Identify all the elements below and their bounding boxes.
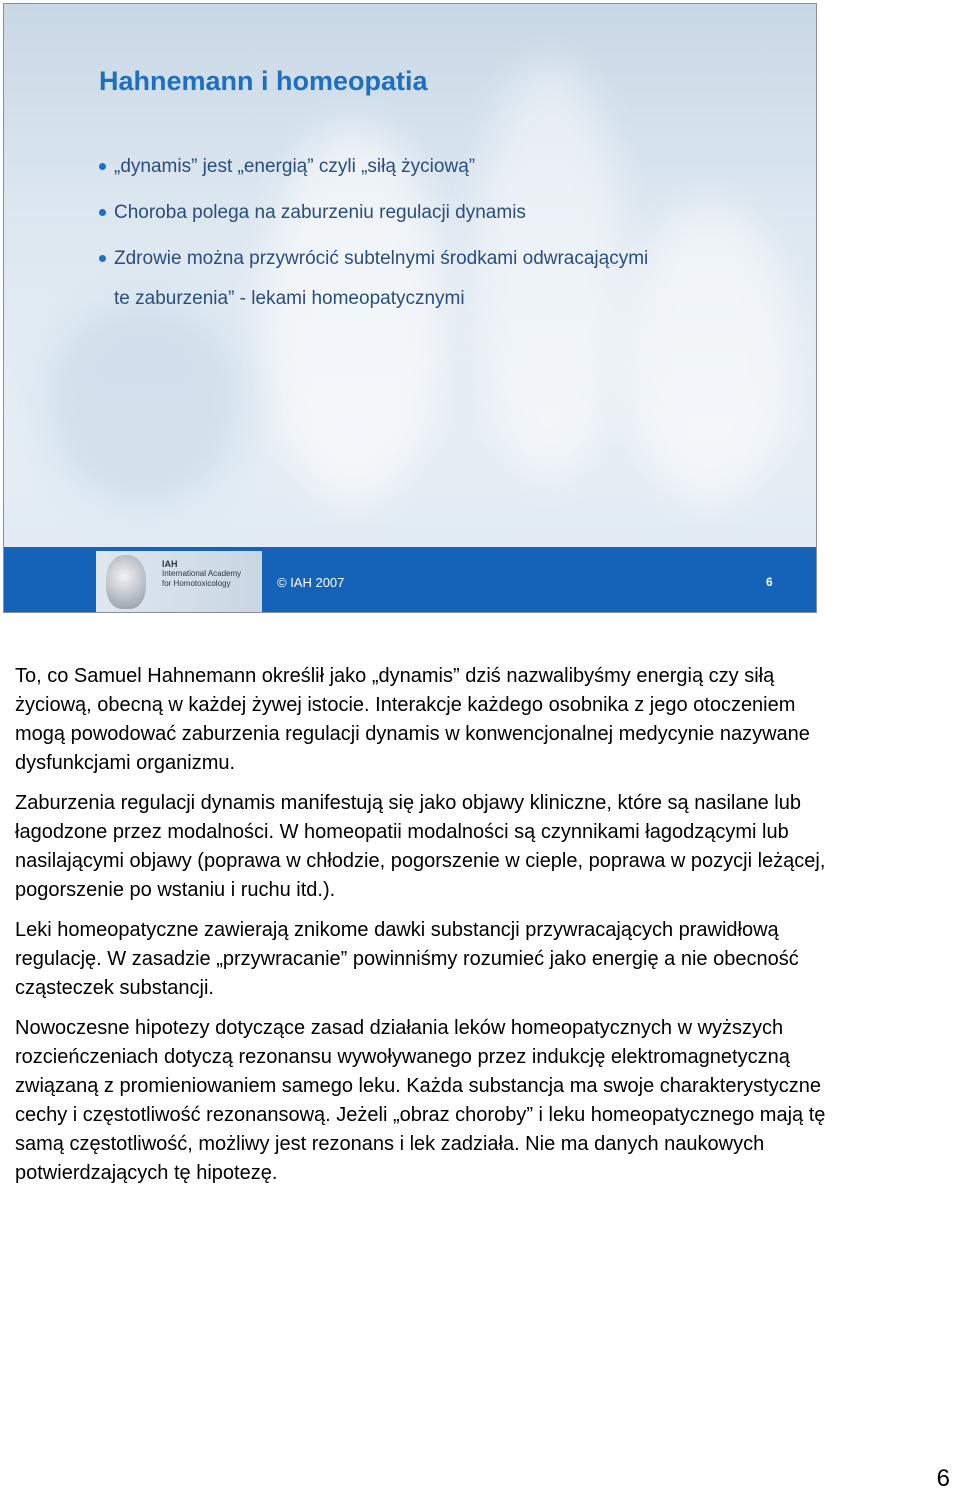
slide-thumbnail (3, 3, 817, 613)
slide-bullet-list (99, 154, 648, 332)
bullet-text: Choroba polega na zaburzeniu regulacji dynamis (114, 202, 526, 223)
background-shape (44, 304, 244, 504)
iah-logo (96, 551, 262, 613)
notes-paragraph: Zaburzenia regulacji dynamis manifestują się jako objawy kliniczne, które są nasilane lub łagodzone przez modalności. W homeopatii modalności są czynnikami łagodzącymi lub nasilającymi objawy (poprawa w chłodzie, pogorszenie w cieple, poprawa w pozycji leżącej, pogorszenie po wstaniu i ruchu itd.). (15, 792, 826, 901)
bullet-dot-icon (99, 163, 106, 170)
logo-line: for Homotoxicology (162, 579, 231, 588)
speaker-notes (15, 662, 845, 1199)
bullet-dot-icon (99, 255, 106, 262)
notes-paragraph: Leki homeopatyczne zawierają znikome dawki substancji przywracających prawidłową regulację. W zasadzie „przywracanie” powinniśmy rozumieć jako energię a nie obecność cząsteczek substancji. (15, 919, 799, 999)
copyright-text: © IAH 2007 (277, 575, 345, 590)
slide-footer-band (4, 547, 816, 613)
page-number: 6 (936, 1465, 950, 1492)
hahnemann-portrait-icon (106, 555, 146, 609)
background-shape (624, 204, 794, 504)
bullet-dot-icon (99, 209, 106, 216)
bullet-continuation: te zaburzenia” - lekami homeopatycznymi (114, 288, 465, 309)
slide-bullet (99, 200, 648, 225)
logo-text (162, 559, 241, 589)
slide-bullet (99, 154, 648, 179)
slide-number: 6 (766, 575, 773, 589)
slide-title: Hahnemann i homeopatia (99, 66, 428, 96)
bullet-text: „dynamis” jest „energią” czyli „siłą życiową” (114, 156, 476, 177)
logo-line: IAH (162, 559, 178, 569)
logo-line: International Academy (162, 569, 242, 578)
bullet-text: Zdrowie można przywrócić subtelnymi środkami odwracającymi (114, 248, 649, 269)
slide-bullet (99, 246, 648, 311)
notes-paragraph: To, co Samuel Hahnemann określił jako „dynamis” dziś nazwalibyśmy energią czy siłą życiową, obecną w każdej żywej istocie. Interakcje każdego osobnika z jego otoczeniem mogą powodować zaburzenia regulacji dynamis w konwencjonalnej medycynie nazywane dysfunkcjami organizmu. (15, 665, 810, 774)
notes-paragraph: Nowoczesne hipotezy dotyczące zasad działania leków homeopatycznych w wyższych rozcieńczeniach dotyczą rezonansu wywoływanego przez indukcję elektromagnetyczną związaną z promieniowaniem samego leku. Każda substancja ma swoje charakterystyczne cechy i częstotliwość rezonansową. Jeżeli „obraz choroby” i leku homeopatycznego mają tę samą częstotliwość, możliwy jest rezonans i lek zadziała. Nie ma danych naukowych potwierdzających tę hipotezę. (15, 1017, 826, 1184)
